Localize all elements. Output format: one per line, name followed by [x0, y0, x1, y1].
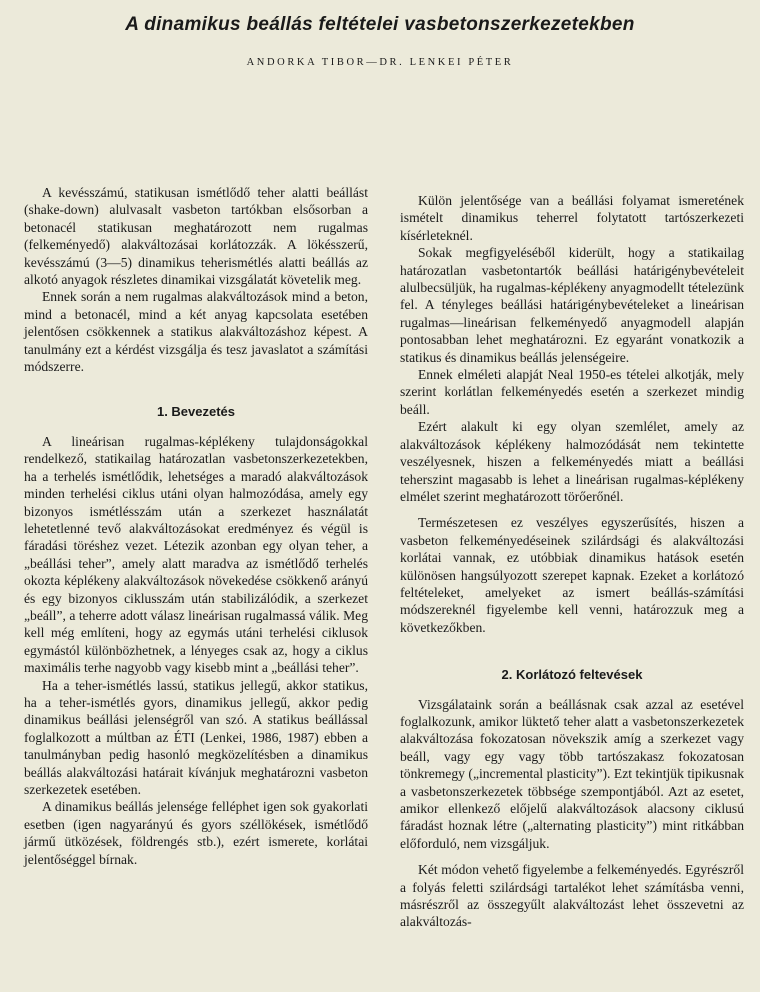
section-heading-constraints: 2. Korlátozó feltevések	[501, 667, 643, 683]
body-paragraph: A lineárisan rugalmas-képlékeny tulajdonságokkal rendelkező, statikailag határozatlan vasbetonszerkezetekben, ha a terhelés ismétlődik, lehetséges a maradó alakváltozások minden terhelési ciklus utáni olyan halmozódása, amely egy bizonyos ismétlésszám után a szerkezet használatát lehetetlenné tevő alakváltozásokat eredményez és végül is fáradási töréshez vezet. Létezik azonban egy olyan teher, a „beállási teher”, amely alatt maradva az ismétlődő terhelés okozta képlékeny alakváltozások növekedése csökkenő arányú és egy bizonyos ciklusszám után stabilizálódik, a szerkezet „beáll”, a teherre adott válasz lineárisan rugalmassá válik. Meg kell még említeni, hogy az egymás utáni terhelési ciklusok egymástól különbözhetnek, a lényeges csak az, hogy a ciklus maximális terhe nagyobb vagy kisebb mint a „beállási teher”.	[24, 433, 368, 676]
right-column	[400, 192, 744, 931]
section-heading-introduction: 1. Bevezetés	[156, 404, 236, 420]
body-paragraph: Két módon vehető figyelembe a felkeményedés. Egyrészről a folyás feletti szilárdsági tartalékot lehet számításba venni, másrészről az összegyűlt alakváltozást lehet összevetni az alakváltozás-	[400, 862, 744, 930]
authors-line: ANDORKA TIBOR—DR. LENKEI PÉTER	[246, 57, 514, 68]
abstract-paragraph: A kevésszámú, statikusan ismétlődő teher alatti beállást (shake-down) alulvasalt vasbeton tartókban elsősorban a betonacél statikusan meghatározott nem rugalmas (felkeményedő) alakváltozásai korlátozzák. A lökésszerű, kevésszámú (3—5) dinamikus teherismétlés alatti beállás az alkotó anyagok részletes dinamikai vizsgálatát követelik meg.	[24, 185, 368, 288]
body-paragraph: Külön jelentősége van a beállási folyamat ismeretének ismételt dinamikus teherrel folytatott tartószerkezeti kísérleteknél.	[400, 193, 744, 243]
body-paragraph: Ezért alakult ki egy olyan szemlélet, amely az alakváltozások képlékeny halmozódását nem tekintette veszélyesnek, hiszen a felkeményedés miatt a beállási teherszint magasabb is lehet a lineárisan rugalmas-képlékeny elmélet szerint meghatározott törőerőnél.	[400, 419, 744, 504]
body-paragraph: Vizsgálataink során a beállásnak csak azzal az esetével foglalkozunk, amikor lüktető teher alatt a vasbetonszerkezetek alakváltozása fokozatosan növekszik amíg a szerkezet vagy beáll, vagy egy vagy több tartószakasz fokozatosan tönkremegy („incremental plasticity”). Ezt tekintjük tipikusnak a vasbetonszerkezetek többsége szempontjából. Azt az esetet, amikor ellenkező előjelű alakváltozások alacsony ciklusú fáradást hoznak létre („alternating plasticity”) mint ritkábban előforduló, nem vizsgáljuk.	[400, 696, 744, 851]
body-paragraph: A dinamikus beállás jelensége felléphet igen sok gyakorlati esetben (igen nagyarányú és gyors széllökések, ismétlődő jármű ütközések, földrengés stb.), ezért ismerete, korlátai jelentőséggel bírnak.	[24, 799, 368, 867]
body-paragraph: Természetesen ez veszélyes egyszerűsítés, hiszen a vasbeton felkeményedéseinek szilárdsági és alakváltozási korlátai vannak, ez utóbbiak dinamikus hatások esetén különösen hangsúlyozott szerepet kapnak. Ezeket a korlátozó feltételeket, amelyeket az ismert beállás-számítási módszereknél figyelembe kell venni, határozzuk meg a következőkben.	[400, 515, 744, 635]
abstract-paragraph: Ennek során a nem rugalmas alakváltozások mind a beton, mind a betonacél, mind a két anyag kapcsolata esetében jelentősen csökkennek a statikus alakváltozáshoz képest. A tanulmány ezt a kérdést vizsgálja és tesz javaslatot a számítási módszerre.	[24, 289, 368, 375]
body-paragraph: Ha a teher-ismétlés lassú, statikus jellegű, akkor statikus, ha a teher-ismétlés gyors, dinamikus jellegű, akkor pedig dinamikus beállási jelenségről van szó. A statikus beállással foglalkozott a múltban az ÉTI (Lenkei, 1986, 1987) ebben a tanulmányban pedig hasonló megközelítésben a dinamikus beállás alakváltozási határait kívánjuk meghatározni vasbeton szerkezetek esetében.	[24, 677, 368, 797]
body-paragraph: Ennek elméleti alapját Neal 1950-es tételei alkotják, mely szerint korlátlan felkeményedés esetén a szerkezet mindig beáll.	[400, 367, 744, 417]
left-column	[24, 184, 368, 868]
article-title: A dinamikus beállás feltételei vasbetonszerkezetekben	[125, 14, 635, 35]
body-paragraph: Sokak megfigyeléséből kiderült, hogy a statikailag határozatlan vasbetontartók beállási határigénybevételeit alulbecsüljük, ha rugalmas-képlékeny anyagmodellt tételezünk fel. A tényleges beállási határigénybevételeket a lineárisan rugalmas—lineárisan felkeményedő anyagmodell alapján pontosabban lehet meghatározni. Ez egyaránt vonatkozik a statikus és dinamikus beállás jelenségeire.	[400, 245, 744, 365]
